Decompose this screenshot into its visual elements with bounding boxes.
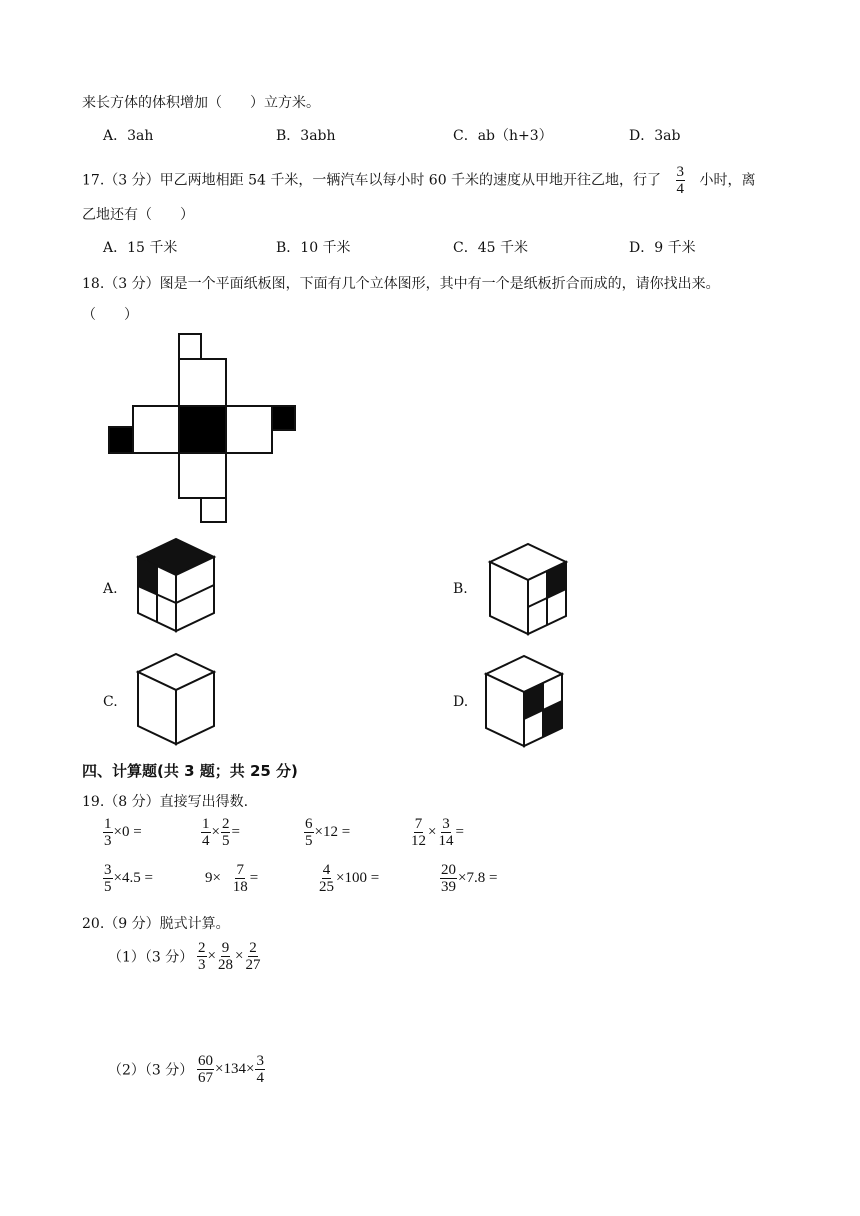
q19-title: 19.（8 分）直接写出得数. (82, 794, 249, 810)
q20-part-1: （1）（3 分） $\frac{2}{3}$ × $\frac{9}{28}$ × $\frac{2}{27}$ (108, 940, 261, 973)
q20-title: 20.（9 分）脱式计算。 (82, 916, 230, 932)
q19-item-6: 9× $\frac{7}{18}$ = (205, 862, 259, 895)
q19-item-2: $\frac{1}{4}$ × $\frac{2}{5}$ = (202, 816, 240, 849)
cube-b (484, 540, 574, 638)
q19-item-4: $\frac{7}{12}$ × $\frac{3}{14}$ = (411, 816, 464, 849)
q17-option-b: B．10 千米 (276, 240, 351, 256)
cube-a (130, 535, 222, 637)
cube-d (480, 652, 570, 750)
section-heading-4: 四、计算题(共 3 题；共 25 分) (82, 762, 298, 780)
q17-option-a: A．15 千米 (103, 240, 178, 256)
q19-item-7: $\frac{4}{25}$ ×100 = (319, 862, 380, 895)
q18-label-c: C. (103, 694, 118, 710)
q17-option-d: D．9 千米 (629, 240, 696, 256)
q20-part-2: （2）（3 分） $\frac{60}{67}$ ×134× $\frac{3}{4}$ (108, 1053, 264, 1086)
q18-label-d: D. (453, 694, 469, 710)
q19-item-1: $\frac{1}{3}$ ×0 = (104, 816, 142, 849)
q17-prefix: 17.（3 分）甲乙两地相距 54 千米，一辆汽车以每小时 60 千米的速度从甲地开往乙地，行了 (82, 172, 662, 189)
q17-suffix: 小时，离 (699, 172, 756, 189)
q17-fraction: $\frac{3}{4}$ (676, 164, 685, 197)
q19-item-5: $\frac{3}{5}$ ×4.5 = (104, 862, 153, 895)
q19-item-3: $\frac{6}{5}$ ×12 = (305, 816, 351, 849)
q16-text: 来长方体的体积增加（ ）立方米。 (82, 95, 320, 111)
q16-option-b: B．3abh (276, 128, 336, 144)
q18-paren: （ ） (82, 307, 138, 323)
q17-text (82, 164, 755, 197)
q16-option-d: D．3ab (629, 128, 681, 144)
q17-line2: 乙地还有（ ） (82, 207, 194, 223)
q16-option-a: A．3ah (103, 128, 154, 144)
q17-option-c: C．45 千米 (453, 240, 528, 256)
q19-item-8: $\frac{20}{39}$ ×7.8 = (441, 862, 498, 895)
q18-label-a: A. (103, 581, 118, 597)
q16-option-c: C．ab（h+3） (453, 128, 553, 144)
q18-text: 18.（3 分）图是一个平面纸板图，下面有几个立体图形，其中有一个是纸板折合而成的，请你找出来。 (82, 276, 720, 292)
q18-label-b: B. (453, 581, 468, 597)
net-diagram (100, 330, 310, 530)
cube-c (132, 650, 222, 748)
